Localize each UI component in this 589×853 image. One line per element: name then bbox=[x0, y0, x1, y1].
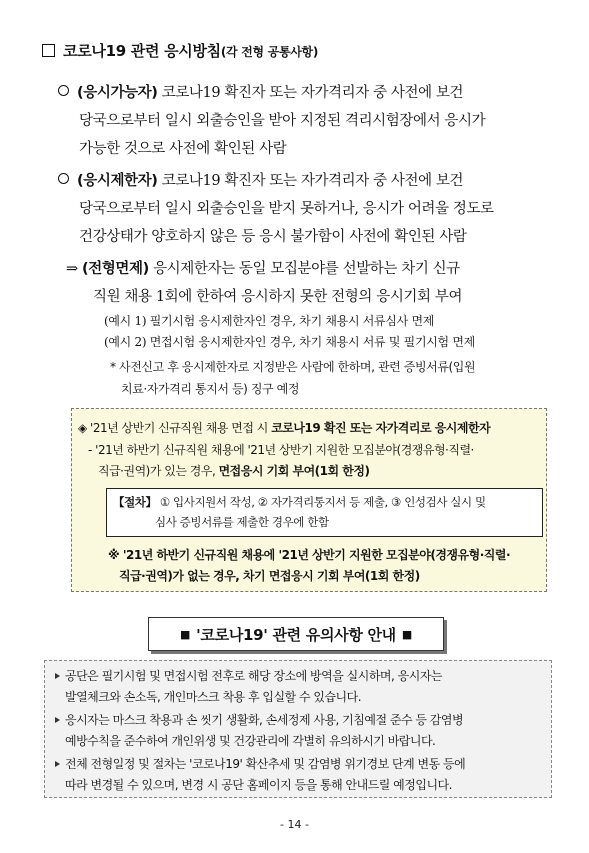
eligible-line1: 코로나19 확진자 또는 자가격리자 중 사전에 보건 bbox=[157, 85, 464, 101]
exemption-note-line2: 치료·자가격리 통지서 등) 징구 예정 bbox=[121, 382, 300, 396]
highlight-heading-prefix: ◈ '21년 상반기 신규직원 채용 면접 시 bbox=[78, 421, 272, 435]
highlight-box bbox=[71, 408, 547, 592]
notice-item-1-line2: 발열체크와 손소독, 개인마스크 착용 후 입실할 수 있습니다. bbox=[65, 690, 362, 704]
exemption-line2: 직원 채용 1회에 한하여 응시하지 못한 전형의 응시기회 부여 bbox=[93, 289, 463, 305]
notice-text: 공단은 필기시험 및 면접시험 전후로 해당 장소에 방역을 실시하며, 응시자는 bbox=[65, 669, 442, 683]
notice-text: 응시자는 마스크 착용과 손 씻기 생활화, 손세정제 사용, 기침예절 준수 등 감염병 bbox=[65, 713, 464, 727]
eligible-line2: 당국으로부터 일시 외출승인을 받아 지정된 격리시험장에서 응시가 bbox=[79, 113, 486, 129]
section-title-text: 코로나19 관련 응시방침 bbox=[63, 42, 221, 60]
circle-bullet-icon bbox=[58, 173, 69, 184]
triangle-bullet-icon bbox=[55, 761, 60, 767]
section-subtitle: (각 전형 공통사항) bbox=[220, 45, 319, 59]
highlight-dash-line2 bbox=[98, 462, 369, 479]
triangle-bullet-icon bbox=[55, 717, 60, 723]
eligible-label: (응시가능자) bbox=[77, 85, 158, 101]
circle-bullet-icon bbox=[58, 85, 69, 96]
section-title bbox=[42, 40, 318, 61]
procedure-line1-text: ① 입사지원서 작성, ② 자가격리통지서 등 제출, ③ 인성검사 실시 및 bbox=[156, 495, 486, 509]
highlight-note-line2: 직급·권역)가 없는 경우, 차기 면접응시 기회 부여(1회 한정) bbox=[119, 569, 420, 583]
eligible-item bbox=[58, 80, 463, 106]
restricted-line1: 코로나19 확진자 또는 자가격리자 중 사전에 보건 bbox=[157, 173, 464, 189]
exemption-line1: 응시제한자는 동일 모집분야를 선발하는 차기 신규 bbox=[148, 261, 460, 277]
highlight-dash-line2-bold: 면접응시 기회 부여(1회 한정) bbox=[218, 464, 370, 478]
eligible-line3: 가능한 것으로 사전에 확인된 사람 bbox=[79, 141, 287, 157]
checkbox-square-icon bbox=[42, 44, 55, 57]
notice-banner bbox=[148, 617, 444, 651]
notice-item-3-line2: 따라 변경될 수 있으며, 변경 시 공단 홈페이지 등을 통해 안내드릴 예정입니다. bbox=[65, 778, 452, 792]
highlight-dash-line1: - '21년 하반기 신규직원 채용에 '21년 상반기 지원한 모집분야(경쟁유형·직렬· bbox=[88, 443, 474, 457]
restricted-item bbox=[58, 168, 463, 194]
notice-item-3-line1 bbox=[55, 755, 465, 772]
highlight-dash-line2-prefix: 직급·권역)가 있는 경우, bbox=[98, 464, 219, 478]
banner-title: '코로나19' 관련 유의사항 안내 bbox=[196, 625, 396, 644]
restricted-line3: 건강상태가 양호하지 않은 등 응시 불가함이 사전에 확인된 사람 bbox=[79, 229, 467, 245]
page-number: - 14 - bbox=[280, 818, 309, 831]
procedure-line1 bbox=[113, 494, 486, 510]
exemption-label: (전형면제) bbox=[81, 261, 149, 277]
notice-item-2-line2: 예방수칙을 준수하여 개인위생 및 건강관리에 각별히 유의하시기 바랍니다. bbox=[65, 734, 436, 748]
highlight-heading bbox=[78, 419, 490, 436]
notice-item-1-line1 bbox=[55, 667, 442, 684]
notice-item-2-line1 bbox=[55, 711, 463, 728]
procedure-line2: 심사 증빙서류를 제출한 경우에 한함 bbox=[155, 515, 329, 529]
triangle-bullet-icon bbox=[55, 673, 60, 679]
restricted-line2: 당국으로부터 일시 외출승인을 받지 못하거나, 응시가 어려울 정도로 bbox=[79, 201, 494, 217]
highlight-heading-bold: 코로나19 확진 또는 자가격리로 응시제한자 bbox=[271, 421, 491, 435]
example-2: (예시 2) 면접시험 응시제한자인 경우, 차기 채용시 서류 및 필기시험 면제 bbox=[104, 335, 475, 349]
square-bullet-icon: ■ bbox=[401, 627, 412, 641]
highlight-note-line1: ※ '21년 하반기 신규직원 채용에 '21년 상반기 지원한 모집분야(경쟁유형·직렬· bbox=[108, 548, 511, 562]
notice-text: 전체 전형일정 및 절차는 '코로나19' 확산추세 및 감염병 위기경보 단계 변동 등에 bbox=[65, 757, 466, 771]
restricted-label: (응시제한자) bbox=[77, 173, 158, 189]
procedure-box bbox=[106, 488, 543, 537]
procedure-label: 【절차】 bbox=[113, 495, 157, 509]
exemption-item bbox=[66, 256, 460, 282]
notice-box bbox=[44, 660, 552, 798]
example-1: (예시 1) 필기시험 응시제한자인 경우, 차기 채용시 서류심사 면제 bbox=[104, 314, 435, 328]
arrow-right-icon: ⇒ bbox=[66, 261, 78, 277]
exemption-note-line1: * 사전신고 후 응시제한자로 지정받은 사람에 한하며, 관련 증빙서류(입원 bbox=[110, 360, 476, 374]
square-bullet-icon: ■ bbox=[180, 627, 191, 641]
